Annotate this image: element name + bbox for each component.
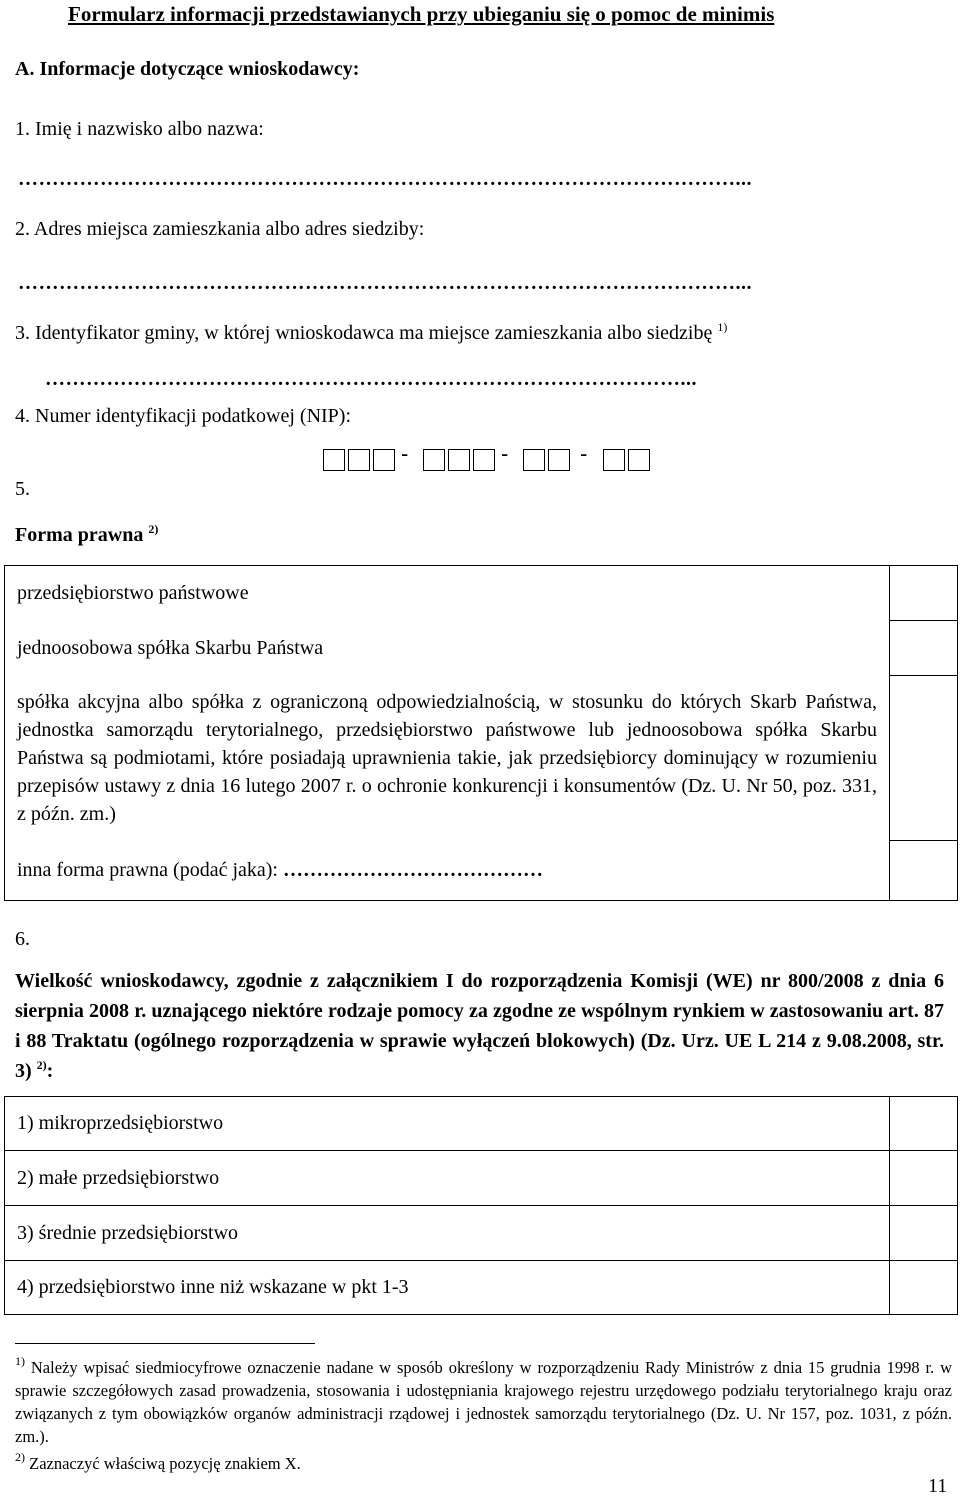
legal-form-option-text: jednoosobowa spółka Skarbu Państwa	[17, 636, 324, 659]
size-row	[5, 1151, 958, 1206]
question-5-number: 5.	[15, 478, 30, 500]
legal-form-option	[5, 676, 890, 841]
footnote-2-text: Zaznaczyć właściwą pozycję znakiem X.	[29, 1454, 301, 1473]
legal-form-option	[5, 841, 890, 901]
nip-digit-box[interactable]	[323, 449, 345, 471]
nip-digit-box[interactable]	[473, 449, 495, 471]
legal-form-heading	[15, 524, 158, 547]
nip-digit-box[interactable]	[603, 449, 625, 471]
nip-separator: -	[401, 441, 409, 466]
enterprise-size-colon: :	[46, 1060, 54, 1082]
form-title: Formularz informacji przedstawianych przy ubieganiu się o pomoc de minimis	[68, 2, 775, 26]
footnote-1	[15, 1356, 952, 1448]
question-6-number: 6.	[15, 928, 30, 950]
legal-form-row	[5, 566, 958, 621]
size-option-text: 4) przedsiębiorstwo inne niż wskazane w pkt 1-3	[17, 1276, 409, 1298]
footnote-1-mark: 1)	[15, 1354, 25, 1368]
question-3-label	[15, 322, 727, 345]
legal-form-row	[5, 841, 958, 901]
other-form-answer-line[interactable]: …………………………………	[283, 858, 543, 881]
legal-form-option-text: spółka akcyjna albo spółka z ograniczoną odpowiedzialnością, w stosunku do których Skarb Państwa, jednostka samorządu terytorialnego, przedsiębiorstwo państwowe lub jednoosobowa spółka Skarbu Państwa są podmiotami, które posiadają uprawnienia takie, jak przedsiębiorcy dominujący w rozumieniu przepisów ustawy z dnia 16 lutego 2007 r. o ochronie konkurencji i konsumentów (Dz. U. Nr 50, poz. 331, z późn. zm.)	[17, 691, 877, 825]
size-row	[5, 1261, 958, 1315]
question-4-label: 4. Numer identyfikacji podatkowej (NIP):	[15, 405, 352, 427]
name-answer-line[interactable]: ……………………………………………………………………………………………...	[18, 168, 752, 190]
nip-digit-box[interactable]	[523, 449, 545, 471]
question-3-text: 3. Identyfikator gminy, w której wnioskodawca ma miejsce zamieszkania albo siedzibę	[15, 322, 713, 344]
legal-form-table	[4, 565, 958, 901]
nip-digit-box[interactable]	[348, 449, 370, 471]
nip-separator: -	[580, 441, 588, 466]
legal-form-checkbox[interactable]	[890, 566, 958, 621]
footnote-2-mark: 2)	[15, 1450, 25, 1464]
footnote-ref-2: 2)	[148, 522, 159, 536]
address-answer-line[interactable]: ……………………………………………………………………………………………...	[18, 272, 752, 294]
footnote-1-text: Należy wpisać siedmiocyfrowe oznaczenie nadane w sposób określony w rozporządzeniu Rady Ministrów z dnia 15 grudnia 1998 r. w sprawie szczegółowych zasad prowadzenia, stosowania i udostępniania krajowego rejestru urzędowego podziału terytorialnego kraju oraz związanych z tym obowiązków organów administracji rządowej i jednostek samorządu terytorialnego (Dz. U. Nr 157, poz. 1031, z późn. zm.).	[15, 1358, 952, 1446]
question-2-label: 2. Adres miejsca zamieszkania albo adres siedziby:	[15, 218, 425, 240]
legal-form-option	[5, 621, 890, 676]
question-1-label: 1. Imię i nazwisko albo nazwa:	[15, 118, 264, 140]
page-number: 11	[928, 1475, 948, 1497]
nip-digit-box[interactable]	[548, 449, 570, 471]
footnote-2	[15, 1452, 952, 1475]
legal-form-checkbox[interactable]	[890, 621, 958, 676]
footnote-separator	[15, 1343, 315, 1344]
nip-digit-box[interactable]	[628, 449, 650, 471]
commune-id-answer-line[interactable]: …………………………………………………………………………………...	[45, 368, 697, 390]
legal-form-option-other	[5, 859, 889, 882]
legal-form-option-text: przedsiębiorstwo państwowe	[17, 581, 249, 604]
size-option	[5, 1261, 890, 1315]
size-option	[5, 1097, 890, 1151]
legal-form-option	[5, 566, 890, 621]
section-a-heading: A. Informacje dotyczące wnioskodawcy:	[15, 58, 360, 80]
legal-form-row	[5, 621, 958, 676]
nip-digit-box[interactable]	[373, 449, 395, 471]
legal-form-checkbox[interactable]	[890, 841, 958, 901]
size-option-text: 1) mikroprzedsiębiorstwo	[17, 1112, 224, 1134]
legal-form-checkbox[interactable]	[890, 676, 958, 841]
size-option	[5, 1206, 890, 1261]
enterprise-size-text: Wielkość wnioskodawcy, zgodnie z załącznikiem I do rozporządzenia Komisji (WE) nr 800/2008 z dnia 6 sierpnia 2008 r. uznającego niektóre rodzaje pomocy za zgodne ze wspólnym rynkiem w zastosowaniu art. 87 i 88 Traktatu (ogólnego rozporządzenia w sprawie wyłączeń blokowych) (Dz. Urz. UE L 214 z 9.08.2008, str. 3)	[15, 970, 944, 1082]
size-option-text: 3) średnie przedsiębiorstwo	[17, 1221, 239, 1244]
size-checkbox[interactable]	[890, 1261, 958, 1315]
nip-digit-box[interactable]	[423, 449, 445, 471]
legal-form-row	[5, 676, 958, 841]
size-option	[5, 1151, 890, 1206]
nip-digit-box[interactable]	[448, 449, 470, 471]
enterprise-size-table	[4, 1096, 958, 1315]
legal-form-label: Forma prawna	[15, 524, 144, 546]
size-row	[5, 1097, 958, 1151]
enterprise-size-heading	[15, 966, 944, 1086]
size-checkbox[interactable]	[890, 1097, 958, 1151]
other-form-label: inna forma prawna (podać jaka):	[17, 858, 278, 881]
size-checkbox[interactable]	[890, 1151, 958, 1206]
size-row	[5, 1206, 958, 1261]
footnote-ref-1: 1)	[717, 320, 728, 334]
footnote-ref-2b: 2)	[36, 1058, 47, 1072]
size-option-text: 2) małe przedsiębiorstwo	[17, 1166, 220, 1189]
nip-separator: -	[501, 441, 509, 466]
size-checkbox[interactable]	[890, 1206, 958, 1261]
